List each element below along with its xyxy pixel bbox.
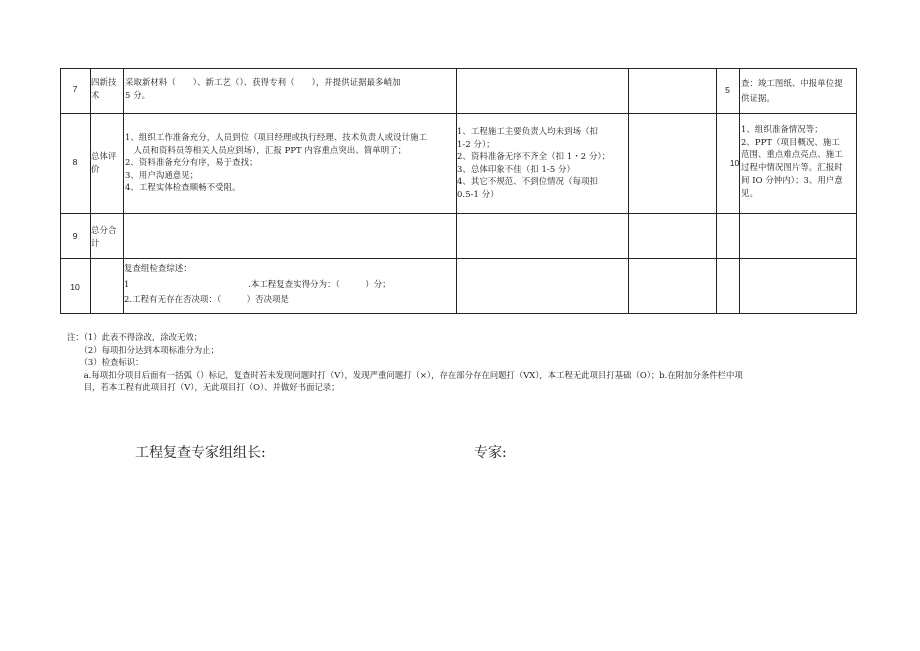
table-rule: [90, 68, 91, 314]
row-deductions: 1、工程施工主要负责人均未到场（扣 1-2 分）； 2、资料准备无序不齐全（扣 1・2 分）； 3、总体印象不佳（扣 1-5 分） 4、其它不规范、不到位情况（每项扣 0.5-1 分）: [457, 126, 611, 199]
leader-signature-label: 工程复查专家组组长:: [135, 445, 266, 461]
row-number: 8: [72, 157, 78, 167]
review-score-table: [60, 68, 857, 314]
table-rule: [60, 313, 857, 314]
table-rule: [739, 68, 740, 314]
table-rule: [60, 113, 857, 114]
review-summary: 复查组检查综述： 1 .本工程复查实得分为：（ ）分； 2.工程有无存在否决项：（ ）否决项是: [124, 263, 391, 304]
extra-text: 查：竣工图纸、中报单位提 供证据。: [741, 78, 843, 103]
experts-signature-label: 专家:: [474, 445, 507, 461]
table-rule: [60, 68, 61, 314]
extra-number: 10: [729, 158, 740, 168]
row-number: 9: [72, 231, 78, 241]
table-rule: [716, 68, 717, 314]
row-number: 7: [72, 84, 78, 94]
extra-text: 1、组织准备情况等； 2、PPT（项目概况、施工 范围、重点难点亮点、施工 过程中情况图片等。汇报时 间 IO 分钟内）；3、用户意 见。: [741, 124, 843, 198]
table-rule: [60, 68, 857, 69]
row-item: 总分合 计: [91, 225, 117, 248]
row-item: 四新技 术: [91, 77, 117, 100]
table-rule: [60, 213, 857, 214]
table-rule: [628, 68, 629, 314]
table-notes: 注：（1）此表不得涂改，涂改无效； （2）每项扣分达到本项标准分为止； （3）检查标识： a.每项扣分项目后面有一括弧（）标记，复查时若未发现问题时打（V），发现严重问题打（×），存在部分存在问题打（VX），本工程无此项目打基础（O）；b.在附加分条件栏中项 目，若本工程有此项目打（V），无此项目打（O）、并做好书面记录；: [67, 332, 743, 392]
row-number: 10: [70, 282, 80, 292]
row-item: 总体评 价: [91, 151, 117, 174]
table-rule: [856, 68, 857, 314]
row-criteria: 1、组织工作准备充分，人员到位（项目经理或执行经理、技术负责人或设计施工 人员和资料员等相关人员应到场），汇报 PPT 内容重点突出、简单明了； 2、资料准备充分有序，易于查找； 3、用户沟通意见； 4、工程实体检查顺畅不受阻。: [125, 132, 428, 193]
extra-number: 5: [725, 85, 730, 95]
row-criteria: 采取新材料（ ）、新工艺（）、获得专利（ ），并提供证据最多峭加 5 分。: [125, 77, 401, 100]
table-rule: [60, 258, 857, 259]
